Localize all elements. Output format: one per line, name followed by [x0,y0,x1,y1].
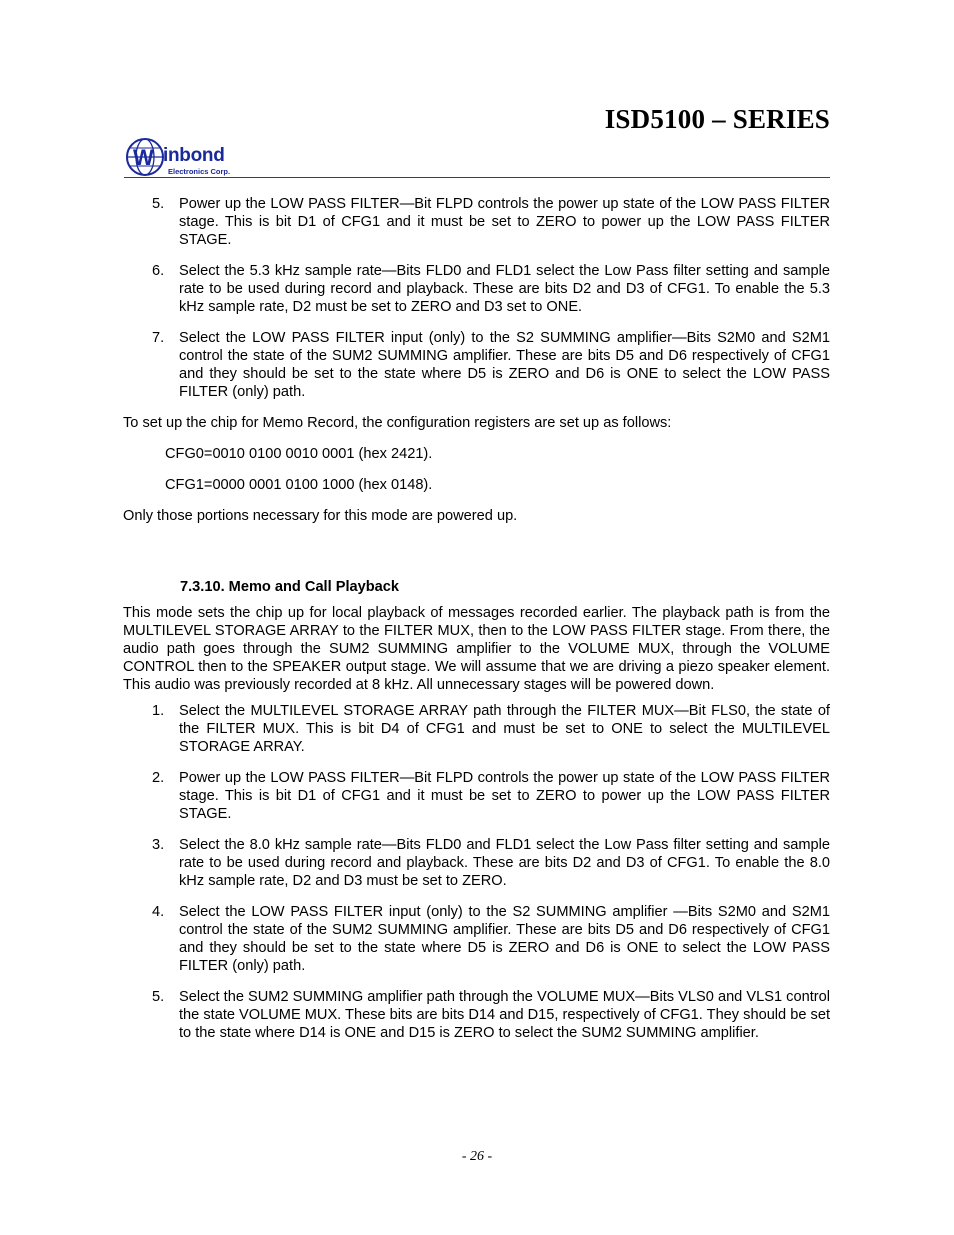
list-item [123,195,830,249]
list-item [123,702,830,756]
section-heading: 7.3.10. Memo and Call Playback [180,579,400,595]
list-item [123,329,830,401]
document-title: ISD5100 – SERIES [604,104,830,134]
logo-wordmark: inbond [163,145,225,166]
list-text: Power up the LOW PASS FILTER—Bit FLPD controls the power up state of the LOW PASS FILTER stage. This is bit D1 of CFG1 and it must be set to ZERO to power up the LOW PASS FILTER STAGE. [179,196,830,248]
list-text: Power up the LOW PASS FILTER—Bit FLPD controls the power up state of the LOW PASS FILTER stage. This is bit D1 of CFG1 and it must be set to ZERO to power up the LOW PASS FILTER STAGE. [179,770,830,822]
list-text: Select the LOW PASS FILTER input (only) to the S2 SUMMING amplifier —Bits S2M0 and S2M1 control the state of the SUM2 SUMMING amplifier. These are bits D5 and D6 respectively of CFG1 and they should be set to the state where D5 is ZERO and D6 is ONE to select the LOW PASS FILTER (only) path. [179,904,830,974]
list-item [123,988,830,1042]
list-item [123,769,830,823]
memo-record-intro: To set up the chip for Memo Record, the configuration registers are set up as follows: [123,415,672,431]
header-rule [124,177,830,178]
list-text: Select the MULTILEVEL STORAGE ARRAY path through the FILTER MUX—Bit FLS0, the state of the FILTER MUX. This is bit D4 of CFG1 and must be set to ONE to select the MULTILEVEL STORAGE ARRAY. [179,703,830,755]
list-number: 5. [152,196,165,212]
list-number: 6. [152,263,165,279]
winbond-globe-icon [126,138,166,178]
logo-subtext: Electronics Corp. [168,167,231,176]
winbond-logo [126,138,256,178]
page-body [123,195,830,1055]
section-spacer [123,538,830,578]
list-text: Select the LOW PASS FILTER input (only) to the S2 SUMMING amplifier—Bits S2M0 and S2M1 control the state of the SUM2 SUMMING amplifier. These are bits D5 and D6 respectively of CFG1 and they should be set to the state where D5 is ZERO and D6 is ONE to select the LOW PASS FILTER (only) path. [179,330,830,400]
list-number: 4. [152,904,165,920]
section-intro: This mode sets the chip up for local playback of messages recorded earlier. The playback path is from the MULTILEVEL STORAGE ARRAY to the FILTER MUX, then to the LOW PASS FILTER stage. From there, the audio path goes through the SUM2 SUMMING amplifier to the VOLUME MUX, through the VOLUME CONTROL then to the SPEAKER output stage. We will assume that we are driving a piezo speaker element. This audio was previously recorded at 8 kHz. All unnecessary stages will be powered down. [123,605,830,693]
list-number: 2. [152,770,165,786]
list-item [123,903,830,975]
list-number: 3. [152,837,165,853]
list-number: 5. [152,989,165,1005]
list-item [123,836,830,890]
cfg1-setting: CFG1=0000 0001 0100 1000 (hex 0148). [165,477,433,493]
list-text: Select the 5.3 kHz sample rate—Bits FLD0 and FLD1 select the Low Pass filter setting and sample rate to be used during record and playback. These are bits D2 and D3 of CFG1. To enable the 5.3 kHz sample rate, D2 must be set to ZERO and D3 set to ONE. [179,263,830,315]
list-text: Select the SUM2 SUMMING amplifier path through the VOLUME MUX—Bits VLS0 and VLS1 control the state VOLUME MUX. These bits are bits D14 and D15, respectively of CFG1. They should be set to the state where D14 is ONE and D15 is ZERO to select the SUM2 SUMMING amplifier. [179,989,830,1041]
svg-text:W: W [133,145,154,170]
list-item [123,262,830,316]
cfg0-setting: CFG0=0010 0100 0010 0001 (hex 2421). [165,446,433,462]
page-number: - 26 - [461,1149,493,1164]
list-number: 1. [152,703,165,719]
list-text: Select the 8.0 kHz sample rate—Bits FLD0 and FLD1 select the Low Pass filter setting and sample rate to be used during record and playback. These are bits D2 and D3 of CFG1. To enable the 8.0 kHz sample rate, D2 and D3 must be set to ZERO. [179,837,830,889]
list-number: 7. [152,330,165,346]
powered-note: Only those portions necessary for this mode are powered up. [123,508,518,524]
